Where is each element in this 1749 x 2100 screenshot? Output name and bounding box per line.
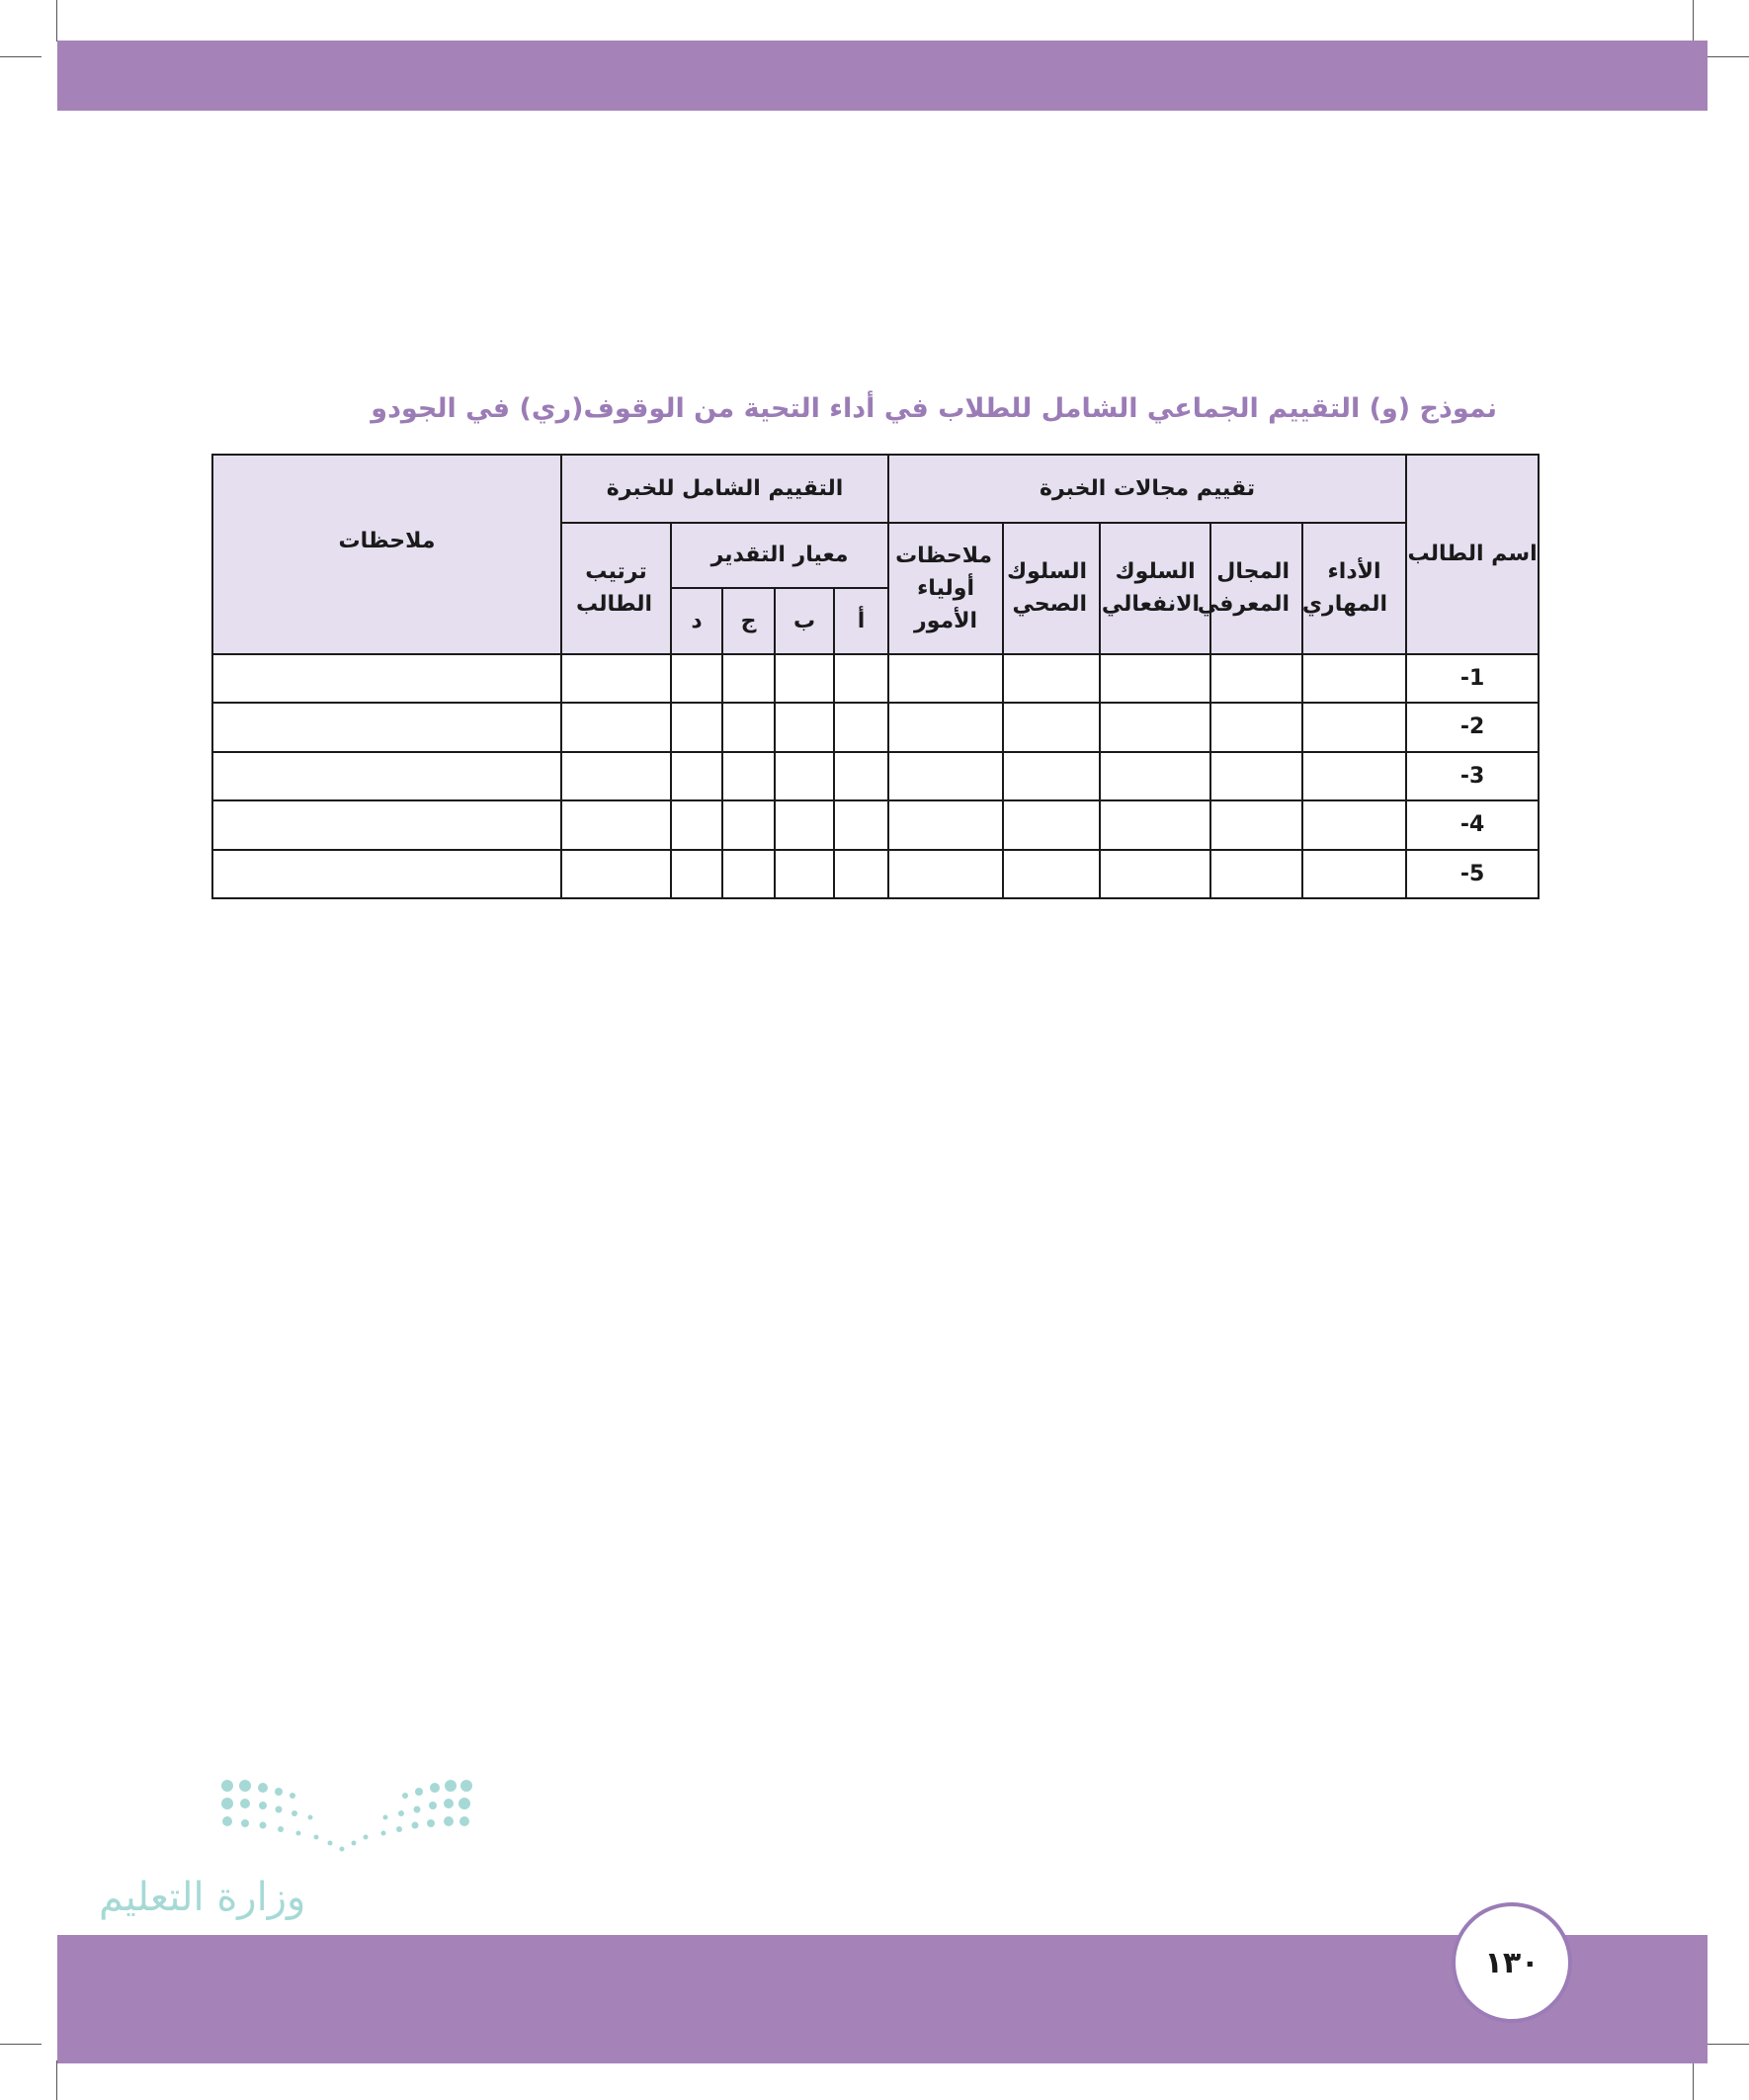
table-cell[interactable] (1302, 752, 1406, 800)
crop-mark (1707, 56, 1749, 57)
crop-mark (1693, 0, 1694, 42)
table-row (212, 800, 1539, 849)
row-number: -4 (1406, 800, 1539, 849)
table-cell[interactable] (834, 703, 888, 751)
table-cell[interactable] (888, 703, 1003, 751)
ministry-logo-text: وزارة التعليم (99, 1875, 306, 1920)
ministry-logo (99, 1774, 474, 1932)
page-number: ١٣٠ (1452, 1902, 1572, 2023)
table-cell[interactable] (1100, 800, 1210, 849)
table-cell[interactable] (671, 703, 722, 751)
table-cell[interactable] (1100, 752, 1210, 800)
table-cell[interactable] (834, 752, 888, 800)
table-cell[interactable] (834, 654, 888, 703)
crop-mark (56, 2060, 57, 2100)
header-emotional-behavior: السلوك الانفعالي (1100, 523, 1210, 654)
header-notes: ملاحظات (212, 455, 561, 654)
table-cell[interactable] (722, 752, 775, 800)
header-grade-d: د (671, 588, 722, 654)
table-cell[interactable] (212, 800, 561, 849)
header-cognitive-domain: المجال المعرفي (1210, 523, 1302, 654)
table-cell[interactable] (671, 850, 722, 898)
row-number: -5 (1406, 850, 1539, 898)
table-cell[interactable] (1003, 703, 1100, 751)
table-cell[interactable] (722, 850, 775, 898)
table-cell[interactable] (722, 703, 775, 751)
header-student-name: اسم الطالب (1406, 455, 1539, 654)
table-cell[interactable] (1210, 850, 1302, 898)
table-cell[interactable] (212, 850, 561, 898)
crop-mark (0, 2044, 42, 2045)
header-band (57, 41, 1707, 111)
table-cell[interactable] (1210, 654, 1302, 703)
table-cell[interactable] (671, 800, 722, 849)
table-cell[interactable] (212, 752, 561, 800)
table-cell[interactable] (212, 703, 561, 751)
header-comprehensive-assessment: التقييم الشامل للخبرة (561, 455, 888, 523)
table-row (212, 752, 1539, 800)
page-title: نموذج (و) التقييم الجماعي الشامل للطلاب في أداء التحية من الوقوف(ري) في الجودو (371, 393, 1497, 424)
row-number: -2 (1406, 703, 1539, 751)
table-cell[interactable] (1302, 654, 1406, 703)
table-cell[interactable] (212, 654, 561, 703)
header-student-rank: ترتيب الطالب (561, 523, 671, 654)
table-cell[interactable] (775, 703, 834, 751)
table-cell[interactable] (775, 850, 834, 898)
table-cell[interactable] (561, 654, 671, 703)
table-cell[interactable] (561, 752, 671, 800)
table-cell[interactable] (888, 850, 1003, 898)
table-cell[interactable] (561, 800, 671, 849)
crop-mark (0, 56, 42, 57)
assessment-table (211, 454, 1540, 899)
table-cell[interactable] (775, 752, 834, 800)
row-number: -1 (1406, 654, 1539, 703)
table-cell[interactable] (888, 752, 1003, 800)
table-cell[interactable] (1210, 703, 1302, 751)
table-cell[interactable] (1100, 654, 1210, 703)
table-cell[interactable] (671, 752, 722, 800)
table-cell[interactable] (1302, 850, 1406, 898)
table-cell[interactable] (1003, 752, 1100, 800)
table-cell[interactable] (561, 850, 671, 898)
row-number: -3 (1406, 752, 1539, 800)
table-row (212, 850, 1539, 898)
table-cell[interactable] (888, 800, 1003, 849)
table-cell[interactable] (722, 800, 775, 849)
table-cell[interactable] (1302, 800, 1406, 849)
table-cell[interactable] (722, 654, 775, 703)
header-health-behavior: السلوك الصحي (1003, 523, 1100, 654)
table-cell[interactable] (1100, 703, 1210, 751)
header-rating-standard: معيار التقدير (671, 523, 888, 589)
table-cell[interactable] (1210, 752, 1302, 800)
table-cell[interactable] (834, 850, 888, 898)
table-cell[interactable] (561, 703, 671, 751)
table-cell[interactable] (1003, 800, 1100, 849)
table-cell[interactable] (888, 654, 1003, 703)
header-grade-b: ب (775, 588, 834, 654)
ministry-logo-dots-icon (217, 1774, 474, 1863)
crop-mark (56, 0, 57, 42)
header-parent-notes: ملاحظات أولياء الأمور (888, 523, 1003, 654)
table-cell[interactable] (1210, 800, 1302, 849)
header-skill-performance: الأداء المهاري (1302, 523, 1406, 654)
crop-mark (1707, 2044, 1749, 2045)
header-experience-domains: تقييم مجالات الخبرة (888, 455, 1406, 523)
crop-mark (1693, 2060, 1694, 2100)
table-cell[interactable] (671, 654, 722, 703)
table-cell[interactable] (1100, 850, 1210, 898)
table-cell[interactable] (834, 800, 888, 849)
table-cell[interactable] (775, 654, 834, 703)
table-cell[interactable] (775, 800, 834, 849)
table-cell[interactable] (1003, 850, 1100, 898)
table-cell[interactable] (1302, 703, 1406, 751)
table-cell[interactable] (1003, 654, 1100, 703)
header-grade-c: ج (722, 588, 775, 654)
table-row (212, 703, 1539, 751)
table-row (212, 654, 1539, 703)
header-grade-a: أ (834, 588, 888, 654)
